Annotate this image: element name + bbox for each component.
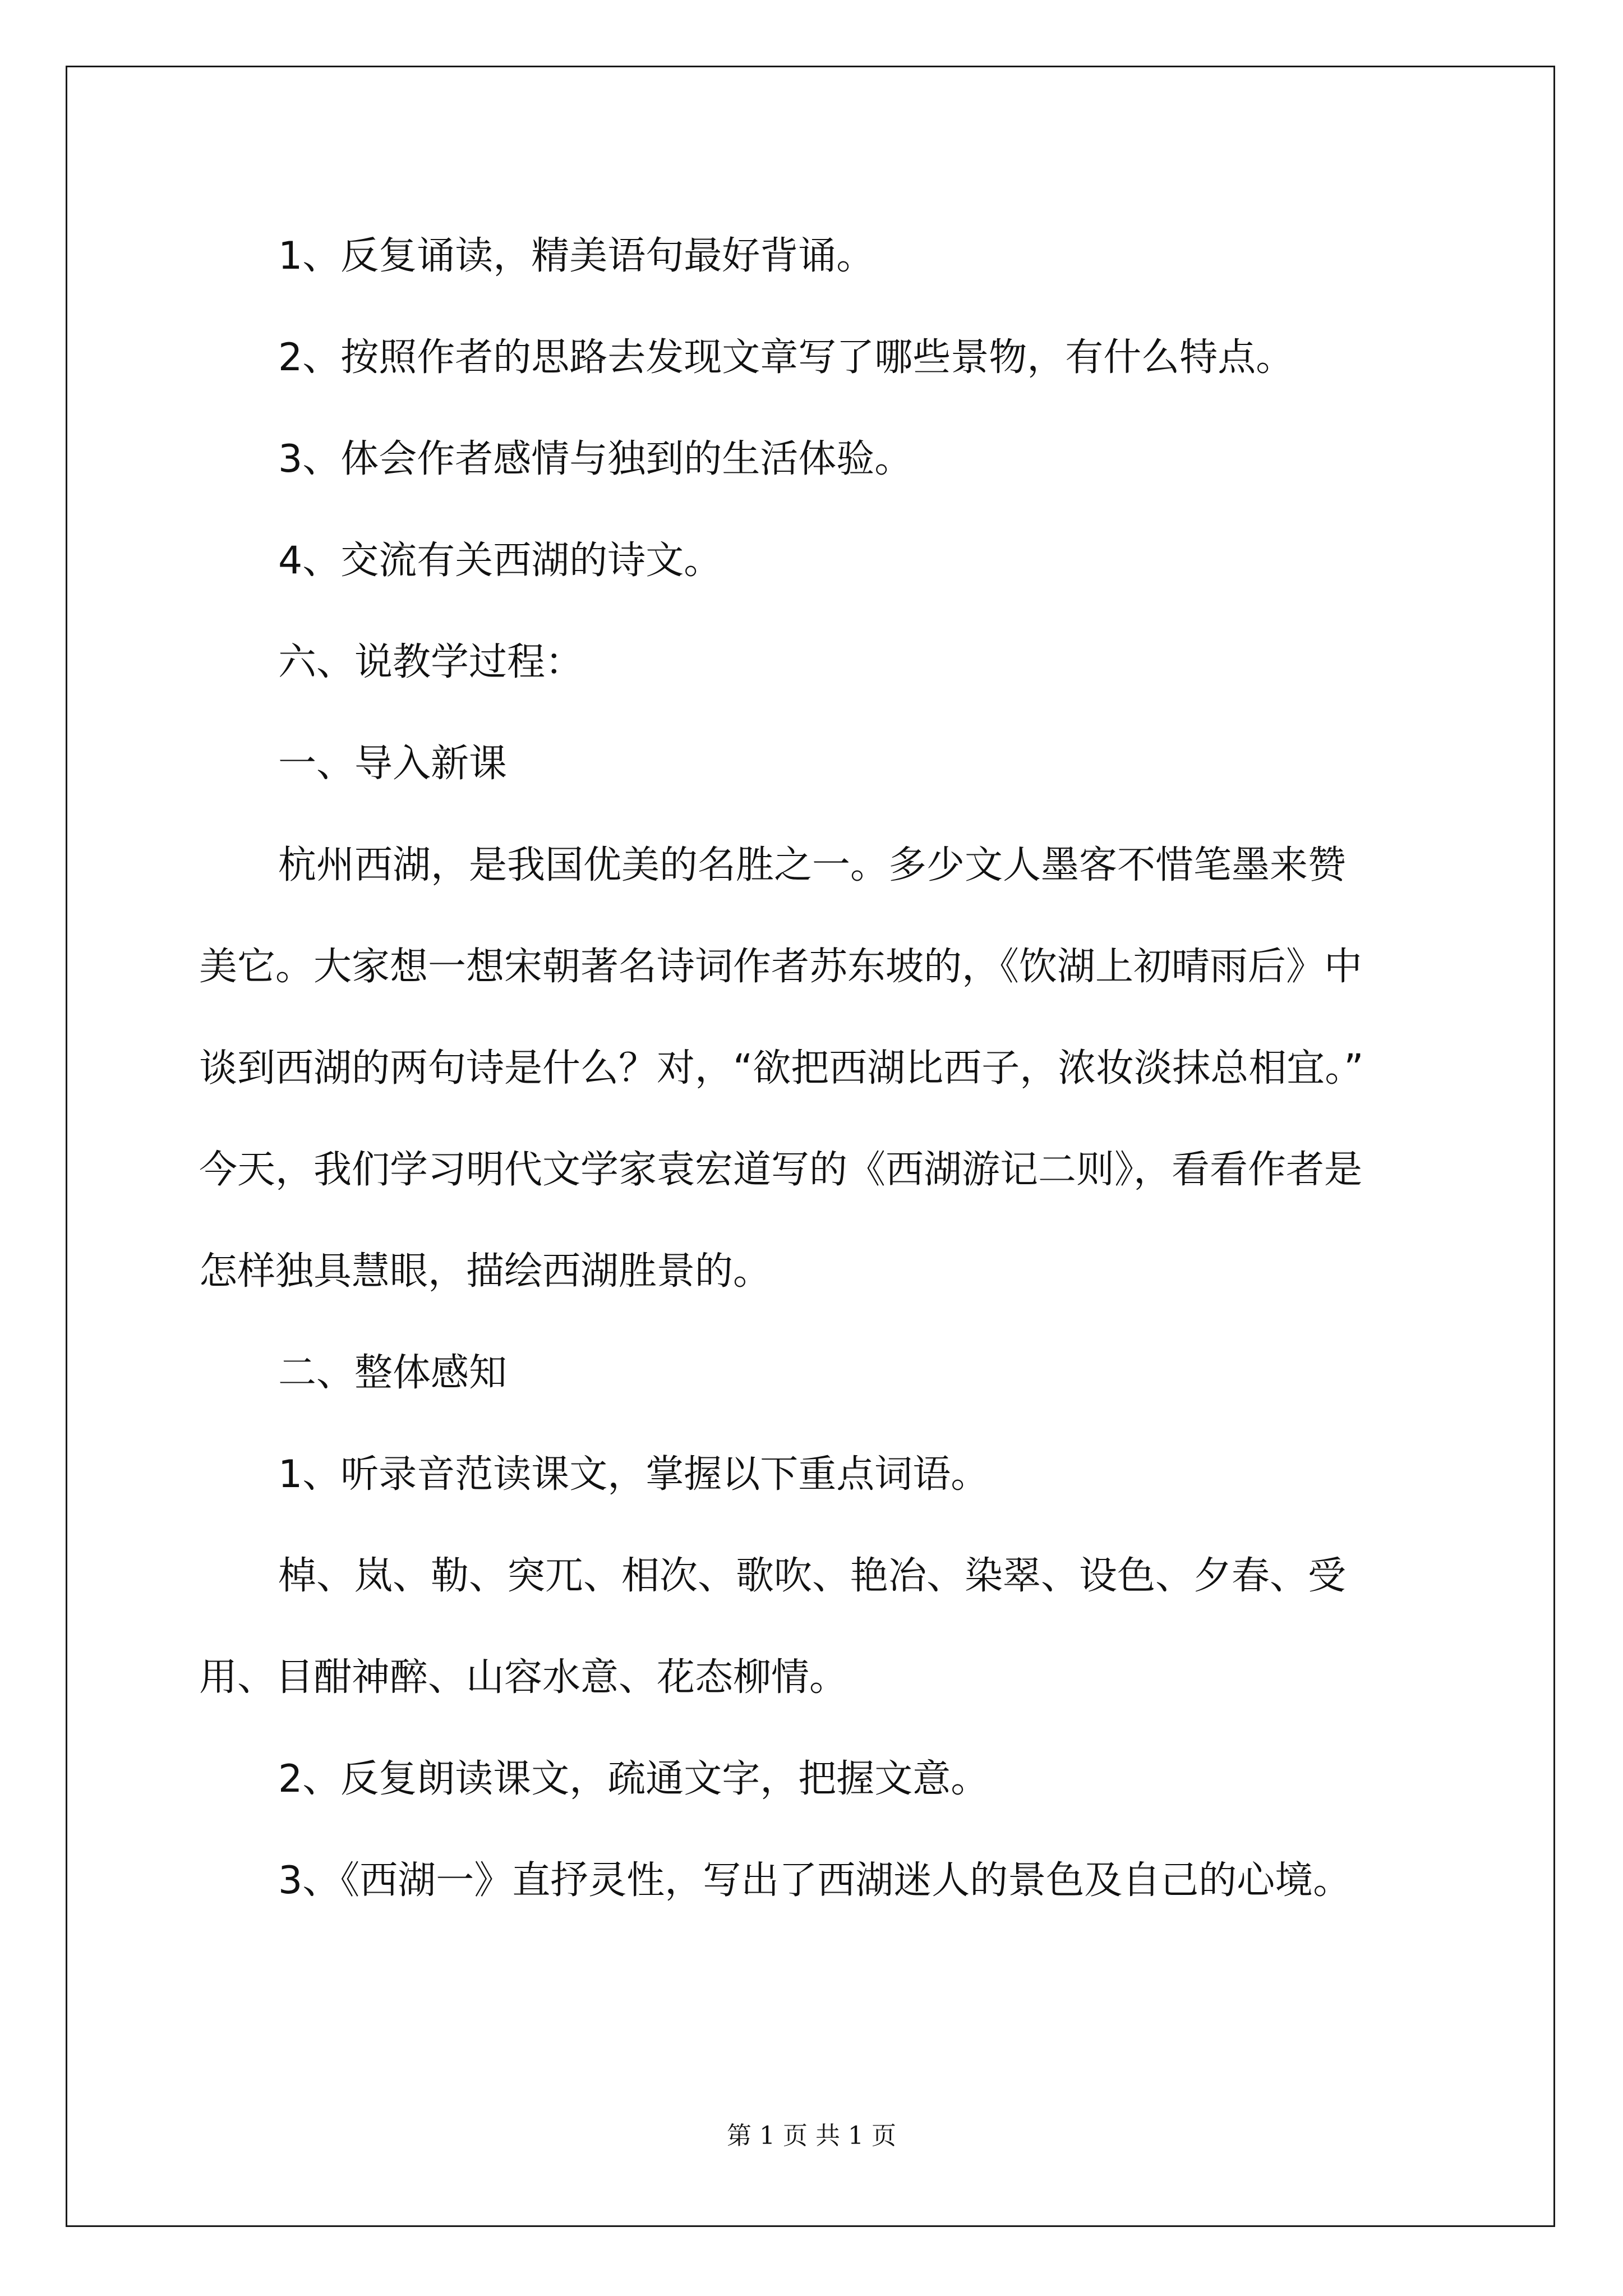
text-line: 美它。大家想一想宋朝著名诗词作者苏东坡的，《饮湖上初晴雨后》中	[199, 945, 1363, 989]
text-line: 2、按照作者的思路去发现文章写了哪些景物，有什么特点。	[278, 335, 1294, 380]
text-line: 3、体会作者感情与独到的生活体验。	[278, 437, 913, 481]
page-footer: 第 1 页 共 1 页	[727, 2122, 896, 2150]
subsection-heading: 二、整体感知	[278, 1351, 508, 1395]
text-line: 用、目酣神醉、山容水意、花态柳情。	[199, 1655, 848, 1700]
text-line: 4、交流有关西湖的诗文。	[278, 539, 722, 583]
text-line: 3、《西湖一》直抒灵性，写出了西湖迷人的景色及自己的心境。	[278, 1858, 1352, 1903]
subsection-heading: 一、导入新课	[278, 742, 508, 786]
text-line: 1、听录音范读课文，掌握以下重点词语。	[278, 1452, 989, 1497]
text-line: 棹、岚、勒、突兀、相次、歌吹、艳冶、染翠、设色、夕春、受	[278, 1554, 1347, 1598]
text-line: 今天，我们学习明代文学家袁宏道写的《西湖游记二则》，看看作者是	[199, 1148, 1363, 1192]
text-line: 谈到西湖的两句诗是什么？对，“欲把西湖比西子，浓妆淡抹总相宜。”	[199, 1046, 1364, 1091]
text-line: 2、反复朗读课文，疏通文字，把握文意。	[278, 1757, 989, 1801]
text-line: 杭州西湖，是我国优美的名胜之一。多少文人墨客不惜笔墨来赞	[278, 843, 1347, 887]
text-line: 1、反复诵读，精美语句最好背诵。	[278, 234, 875, 278]
section-heading: 六、说教学过程：	[278, 640, 584, 684]
text-line: 怎样独具慧眼，描绘西湖胜景的。	[199, 1249, 772, 1294]
